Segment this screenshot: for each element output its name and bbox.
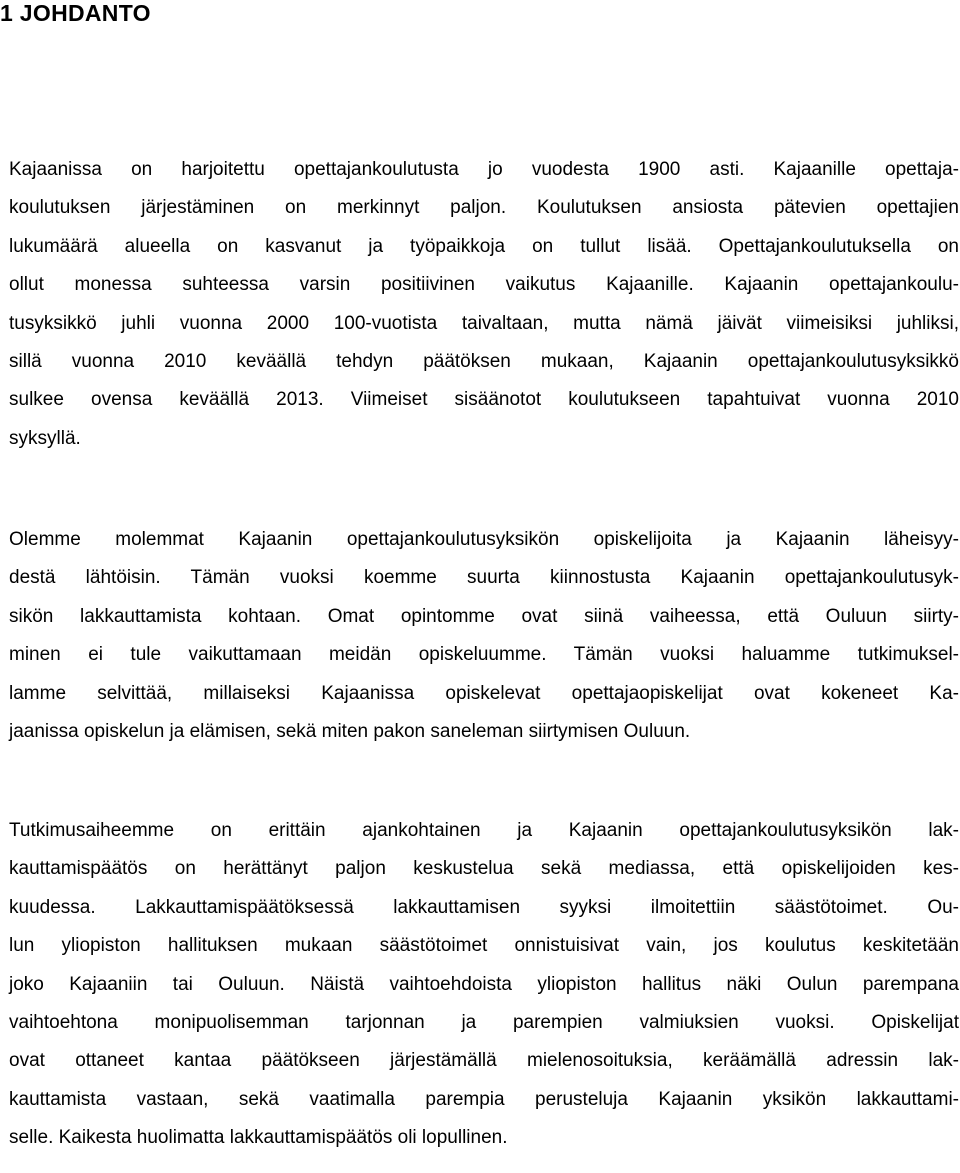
paragraph-line: Kajaanissa on harjoitettu opettajankoulutusta jo vuodesta 1900 asti. Kajaanille opettaja- [9,159,959,180]
paragraph-line: vaihtoehtona monipuolisemman tarjonnan ja parempien valmiuksien vuoksi. Opiskelijat [9,1011,959,1033]
paragraph-line: syksyllä. [9,427,81,449]
paragraph-line: Olemme molemmat Kajaanin opettajankoulutusyksikön opiskelijoita ja Kajaanin läheisyy- [9,529,959,550]
paragraph-line: lamme selvittää, millaiseksi Kajaanissa opiskelevat opettajaopiskelijat ovat kokeneet Ka- [9,682,959,704]
paragraph-line: ollut monessa suhteessa varsin positiivinen vaikutus Kajaanille. Kajaanin opettajankoulu- [9,274,959,296]
paragraph-line: jaanissa opiskelun ja elämisen, sekä miten pakon saneleman siirtymisen Ouluun. [9,720,691,742]
paragraph-line: kauttamispäätös on herättänyt paljon keskustelua sekä mediassa, että opiskelijoiden kes- [9,858,959,880]
paragraph-line: sikön lakkauttamista kohtaan. Omat opintomme ovat siinä vaiheessa, että Ouluun siirty- [9,605,959,627]
paragraph-line: selle. Kaikesta huolimatta lakkauttamispäätös oli lopullinen. [9,1127,508,1149]
paragraph-line: destä lähtöisin. Tämän vuoksi koemme suurta kiinnostusta Kajaanin opettajankoulutusyk- [9,567,959,589]
paragraph-line: sulkee ovensa keväällä 2013. Viimeiset sisäänotot koulutukseen tapahtuivat vuonna 2010 [9,389,959,411]
paragraph-3 [9,812,959,1158]
paragraph-1 [9,151,959,458]
paragraph-line: joko Kajaaniin tai Ouluun. Näistä vaihtoehdoista yliopiston hallitus näki Oulun parempana [9,973,959,995]
paragraph-line: kuudessa. Lakkauttamispäätöksessä lakkauttamisen syyksi ilmoitettiin säästötoimet. Ou- [9,896,959,918]
paragraph-line: tusyksikkö juhli vuonna 2000 100-vuotista taivaltaan, mutta nämä jäivät viimeisiksi juhliksi, [9,312,959,334]
paragraph-line: koulutuksen järjestäminen on merkinnyt paljon. Koulutuksen ansiosta pätevien opettajien [9,197,959,219]
chapter-heading: 1 JOHDANTO [0,0,151,26]
paragraph-line: lun yliopiston hallituksen mukaan säästötoimet onnistuisivat vain, jos koulutus keskitetään [9,935,959,957]
paragraph-2 [9,521,959,751]
paragraph-line: sillä vuonna 2010 keväällä tehdyn päätöksen mukaan, Kajaanin opettajankoulutusyksikkö [9,350,959,372]
paragraph-line: minen ei tule vaikuttamaan meidän opiskeluumme. Tämän vuoksi haluamme tutkimuksel- [9,644,959,666]
paragraph-line: kauttamista vastaan, sekä vaatimalla parempia perusteluja Kajaanin yksikön lakkauttami- [9,1088,959,1110]
paragraph-line: ovat ottaneet kantaa päätökseen järjestämällä mielenosoituksia, keräämällä adressin lak- [9,1050,959,1072]
paragraph-line: Tutkimusaiheemme on erittäin ajankohtainen ja Kajaanin opettajankoulutusyksikön lak- [9,820,959,841]
paragraph-line: lukumäärä alueella on kasvanut ja työpaikkoja on tullut lisää. Opettajankoulutuksella on [9,235,959,257]
